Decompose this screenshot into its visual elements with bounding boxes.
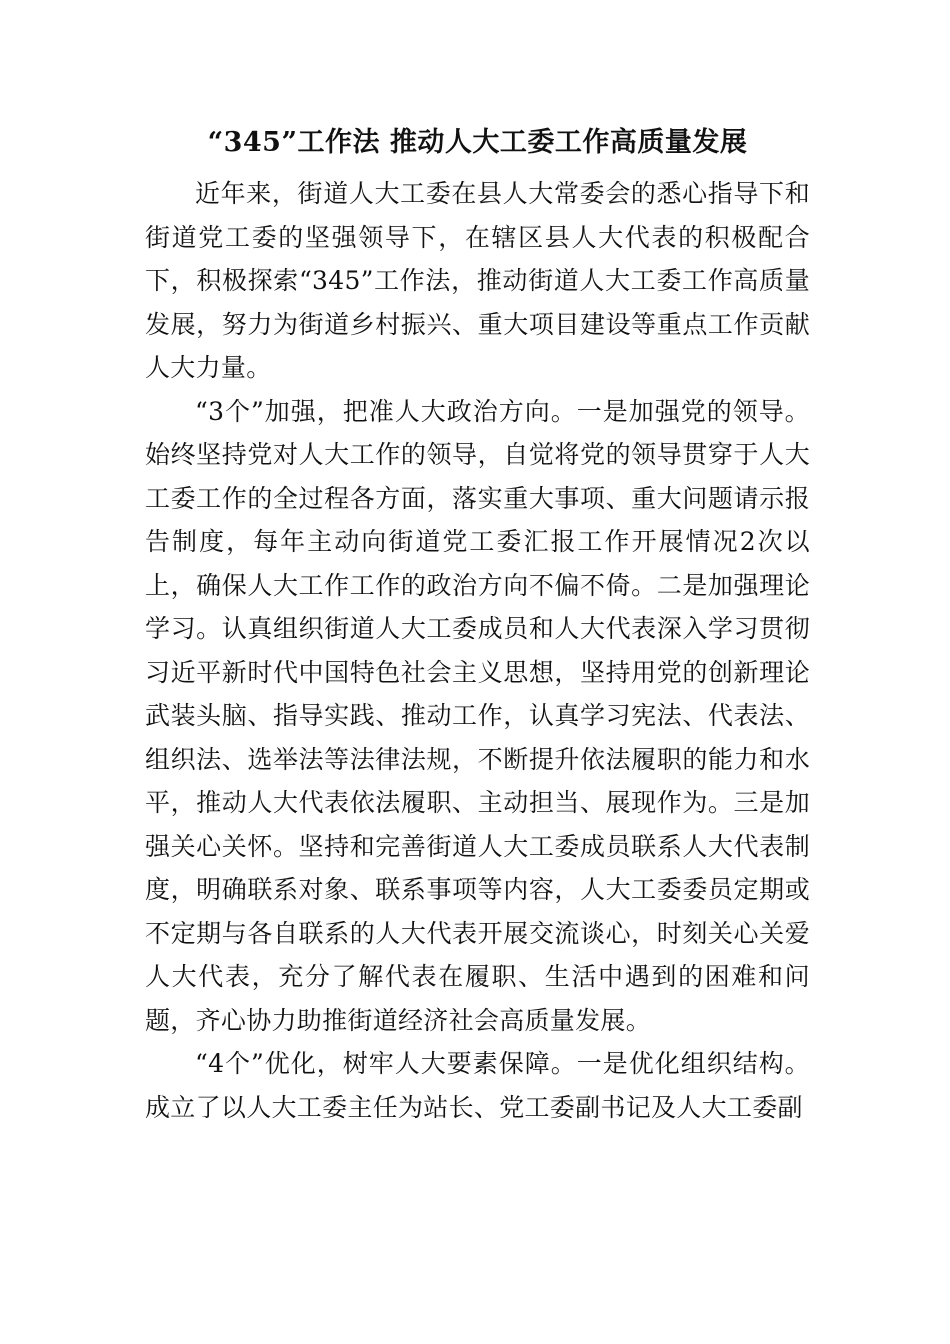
document-page bbox=[145, 120, 810, 1129]
paragraph-four-optimize: “4个”优化，树牢人大要素保障。一是优化组织结构。成立了以人大工委主任为站长、党工委副书记及人大工委副 bbox=[145, 1049, 810, 1122]
paragraph-intro: 近年来，街道人大工委在县人大常委会的悉心指导下和街道党工委的坚强领导下，在辖区县人大代表的积极配合下，积极探索“345”工作法，推动街道人大工委工作高质量发展，努力为街道乡村振兴、重大项目建设等重点工作贡献人大力量。 bbox=[145, 179, 810, 382]
document-title: “345”工作法 推动人大工委工作高质量发展 bbox=[207, 127, 748, 158]
paragraph-three-strengthen: “3个”加强，把准人大政治方向。一是加强党的领导。始终坚持党对人大工作的领导，自觉将党的领导贯穿于人大工委工作的全过程各方面，落实重大事项、重大问题请示报告制度，每年主动向街道党工委汇报工作开展情况2次以上，确保人大工作工作的政治方向不偏不倚。二是加强理论学习。认真组织街道人大工委成员和人大代表深入学习贯彻习近平新时代中国特色社会主义思想，坚持用党的创新理论武装头脑、指导实践、推动工作，认真学习宪法、代表法、组织法、选举法等法律法规，不断提升依法履职的能力和水平，推动人大代表依法履职、主动担当、展现作为。三是加强关心关怀。坚持和完善街道人大工委成员联系人大代表制度，明确联系对象、联系事项等内容，人大工委委员定期或不定期与各自联系的人大代表开展交流谈心，时刻关心关爱人大代表，充分了解代表在履职、生活中遇到的困难和问题，齐心协力助推街道经济社会高质量发展。 bbox=[145, 396, 810, 1035]
